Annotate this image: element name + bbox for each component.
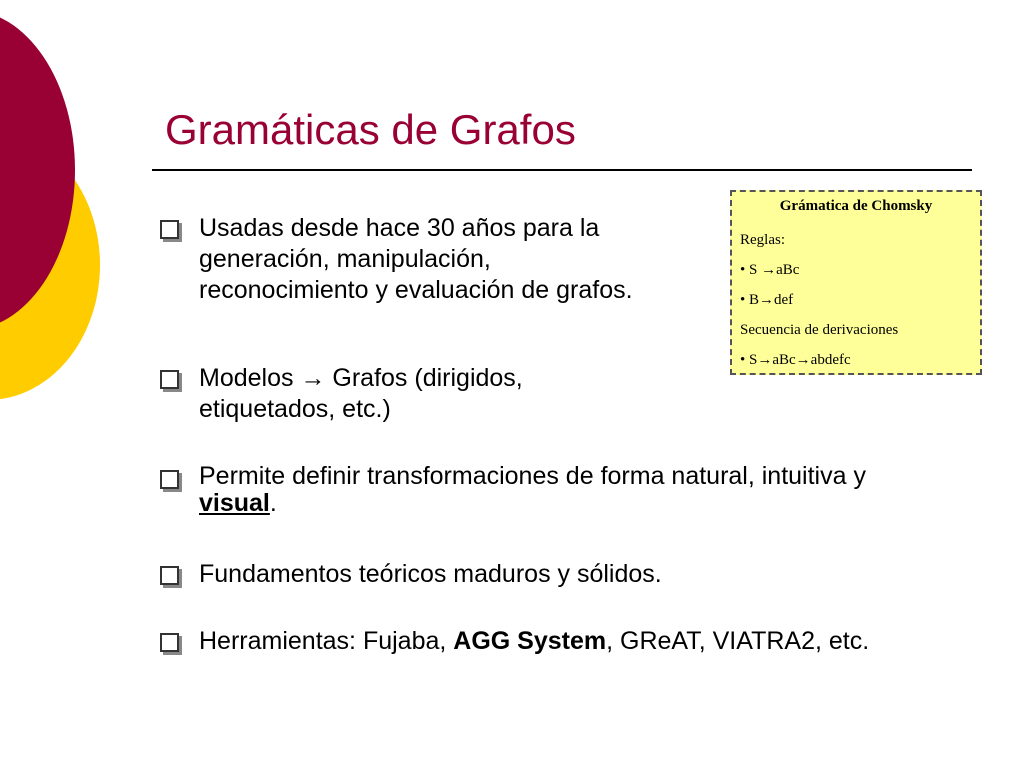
chomsky-title: Grámatica de Chomsky xyxy=(779,198,933,214)
rules-label: Reglas: xyxy=(740,232,785,248)
rule-1 xyxy=(740,255,972,285)
bullet-line: etiquetados, etc.) xyxy=(199,395,391,423)
bullet-line: . xyxy=(269,489,277,517)
bullet-tools xyxy=(160,626,869,657)
bullet-line: Grafos (dirigidos, xyxy=(332,364,523,392)
checkbox-bullet-icon xyxy=(160,220,179,239)
arrow-icon: → xyxy=(759,292,775,308)
rule-lhs: • B xyxy=(740,292,760,308)
emphasis-visual: visual xyxy=(199,489,270,517)
checkbox-bullet-icon xyxy=(160,370,179,389)
bullet-usage xyxy=(160,213,633,306)
rule-rhs: def xyxy=(774,292,794,308)
checkbox-bullet-icon xyxy=(160,470,179,489)
bullet-transformations xyxy=(160,463,866,517)
emphasis-agg: AGG System xyxy=(453,627,607,655)
bullet-line: Fundamentos teóricos maduros y sólidos. xyxy=(199,560,662,588)
derivation-end: abdefc xyxy=(810,352,851,368)
slide-title: Gramáticas de Grafos xyxy=(165,106,576,153)
title-divider xyxy=(152,169,972,171)
derivation-mid: aBc xyxy=(772,352,796,368)
rule-lhs: • S xyxy=(740,262,762,278)
checkbox-bullet-icon xyxy=(160,633,179,652)
bullet-line: Herramientas: Fujaba, xyxy=(199,627,454,655)
derivation-sequence xyxy=(740,345,972,375)
derivation-start: • S xyxy=(740,352,758,368)
bullet-line: Permite definir transformaciones de forma natural, intuitiva y xyxy=(199,462,866,490)
bullet-foundations xyxy=(160,559,662,590)
bullet-line: reconocimiento y evaluación de grafos. xyxy=(199,276,633,304)
derivations-label: Secuencia de derivaciones xyxy=(740,322,899,338)
bullet-line: Modelos xyxy=(199,364,294,392)
bullet-models xyxy=(160,363,523,425)
rule-rhs: aBc xyxy=(776,262,800,278)
arrow-icon: → xyxy=(761,262,777,278)
bullet-line: , GReAT, VIATRA2, etc. xyxy=(606,627,870,655)
bullet-line: Usadas desde hace 30 años para la xyxy=(199,214,600,242)
arrow-icon: → xyxy=(757,352,773,368)
checkbox-bullet-icon xyxy=(160,566,179,585)
bullet-line: generación, manipulación, xyxy=(199,245,491,273)
arrow-icon: → xyxy=(300,364,326,392)
rule-2 xyxy=(740,285,972,315)
chomsky-grammar-box xyxy=(730,190,982,375)
arrow-icon: → xyxy=(795,352,811,368)
